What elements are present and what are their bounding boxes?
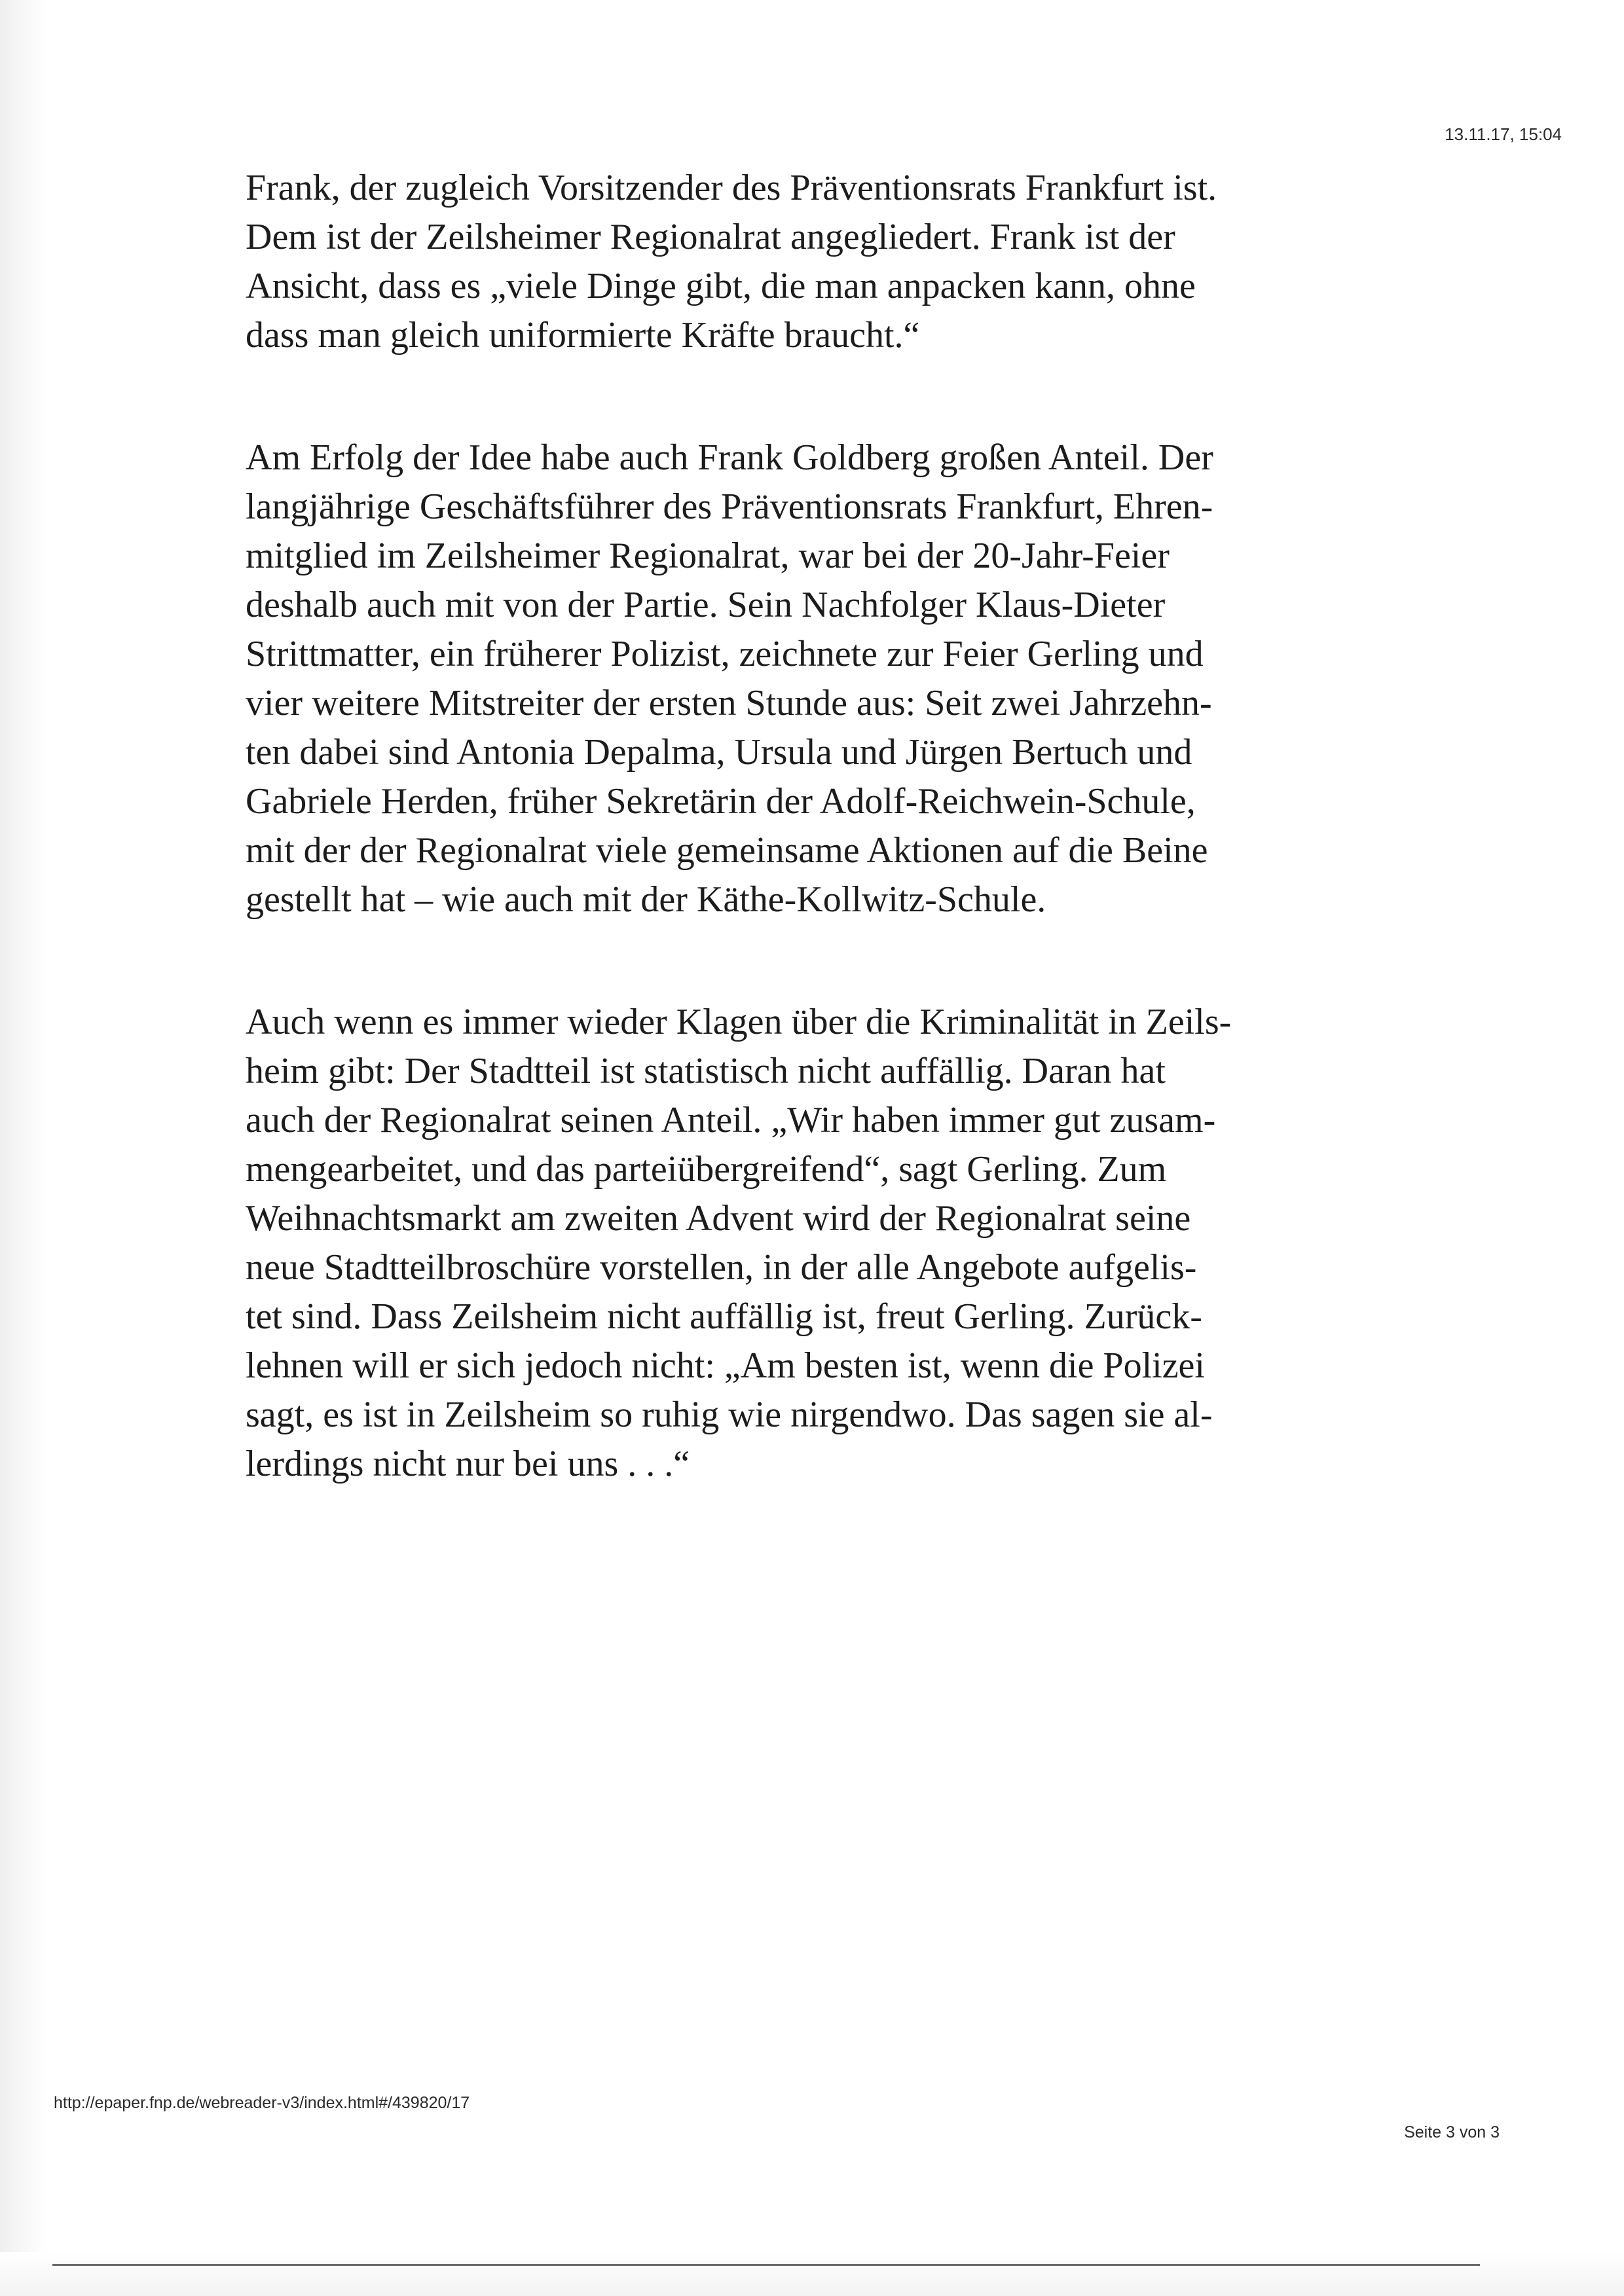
article-paragraph-1 — [246, 164, 1490, 360]
article-line: Dem ist der Zeilsheimer Regionalrat angegliedert. Frank ist der — [246, 217, 1175, 257]
article-line: ten dabei sind Antonia Depalma, Ursula und Jürgen Bertuch und — [246, 732, 1192, 773]
article-line: Am Erfolg der Idee habe auch Frank Goldberg großen Anteil. Der — [246, 437, 1213, 478]
article-line: mitglied im Zeilsheimer Regionalrat, war bei der 20-Jahr-Feier — [246, 536, 1170, 576]
article-line: dass man gleich uniformierte Kräfte braucht.“ — [246, 315, 920, 355]
article-line: heim gibt: Der Stadtteil ist statistisch nicht auffällig. Daran hat — [246, 1051, 1166, 1091]
article-line: deshalb auch mit von der Partie. Sein Nachfolger Klaus-Dieter — [246, 585, 1166, 625]
article-paragraph-3 — [246, 998, 1490, 1489]
scan-bottom-rule — [52, 2264, 1480, 2266]
article-line: Gabriele Herden, früher Sekretärin der Adolf-Reichwein-Schule, — [246, 781, 1196, 822]
scan-left-shadow — [0, 0, 46, 2296]
article-line: neue Stadtteilbroschüre vorstellen, in der alle Angebote aufgelis- — [246, 1247, 1197, 1288]
article-line: Strittmatter, ein früherer Polizist, zeichnete zur Feier Gerling und — [246, 634, 1204, 674]
article-line: mengearbeitet, und das parteiübergreifend“, sagt Gerling. Zum — [246, 1149, 1167, 1190]
print-source-url: http://epaper.fnp.de/webreader-v3/index.html#/439820/17 — [54, 2094, 470, 2112]
article-body — [246, 164, 1490, 1562]
scan-bottom-band — [0, 2252, 1624, 2296]
page-number: Seite 3 von 3 — [1404, 2123, 1500, 2141]
article-line: gestellt hat – wie auch mit der Käthe-Kollwitz-Schule. — [246, 879, 1046, 920]
article-line: Ansicht, dass es „viele Dinge gibt, die man anpacken kann, ohne — [246, 266, 1196, 306]
article-line: mit der der Regionalrat viele gemeinsame Aktionen auf die Beine — [246, 830, 1208, 871]
article-line: langjährige Geschäftsführer des Präventionsrats Frankfurt, Ehren- — [246, 486, 1213, 527]
article-line: tet sind. Dass Zeilsheim nicht auffällig ist, freut Gerling. Zurück- — [246, 1296, 1202, 1337]
print-timestamp: 13.11.17, 15:04 — [1445, 124, 1562, 144]
article-line: Weihnachtsmarkt am zweiten Advent wird der Regionalrat seine — [246, 1198, 1191, 1239]
article-line: auch der Regionalrat seinen Anteil. „Wir haben immer gut zusam- — [246, 1100, 1216, 1140]
article-line: lehnen will er sich jedoch nicht: „Am besten ist, wenn die Polizei — [246, 1345, 1205, 1386]
article-line: sagt, es ist in Zeilsheim so ruhig wie nirgendwo. Das sagen sie al- — [246, 1394, 1213, 1435]
article-line: vier weitere Mitstreiter der ersten Stunde aus: Seit zwei Jahrzehn- — [246, 683, 1212, 723]
article-paragraph-2 — [246, 433, 1490, 924]
article-line: Frank, der zugleich Vorsitzender des Präventionsrats Frankfurt ist. — [246, 168, 1217, 208]
article-line: lerdings nicht nur bei uns . . .“ — [246, 1444, 690, 1484]
article-line: Auch wenn es immer wieder Klagen über die Kriminalität in Zeils- — [246, 1002, 1232, 1042]
